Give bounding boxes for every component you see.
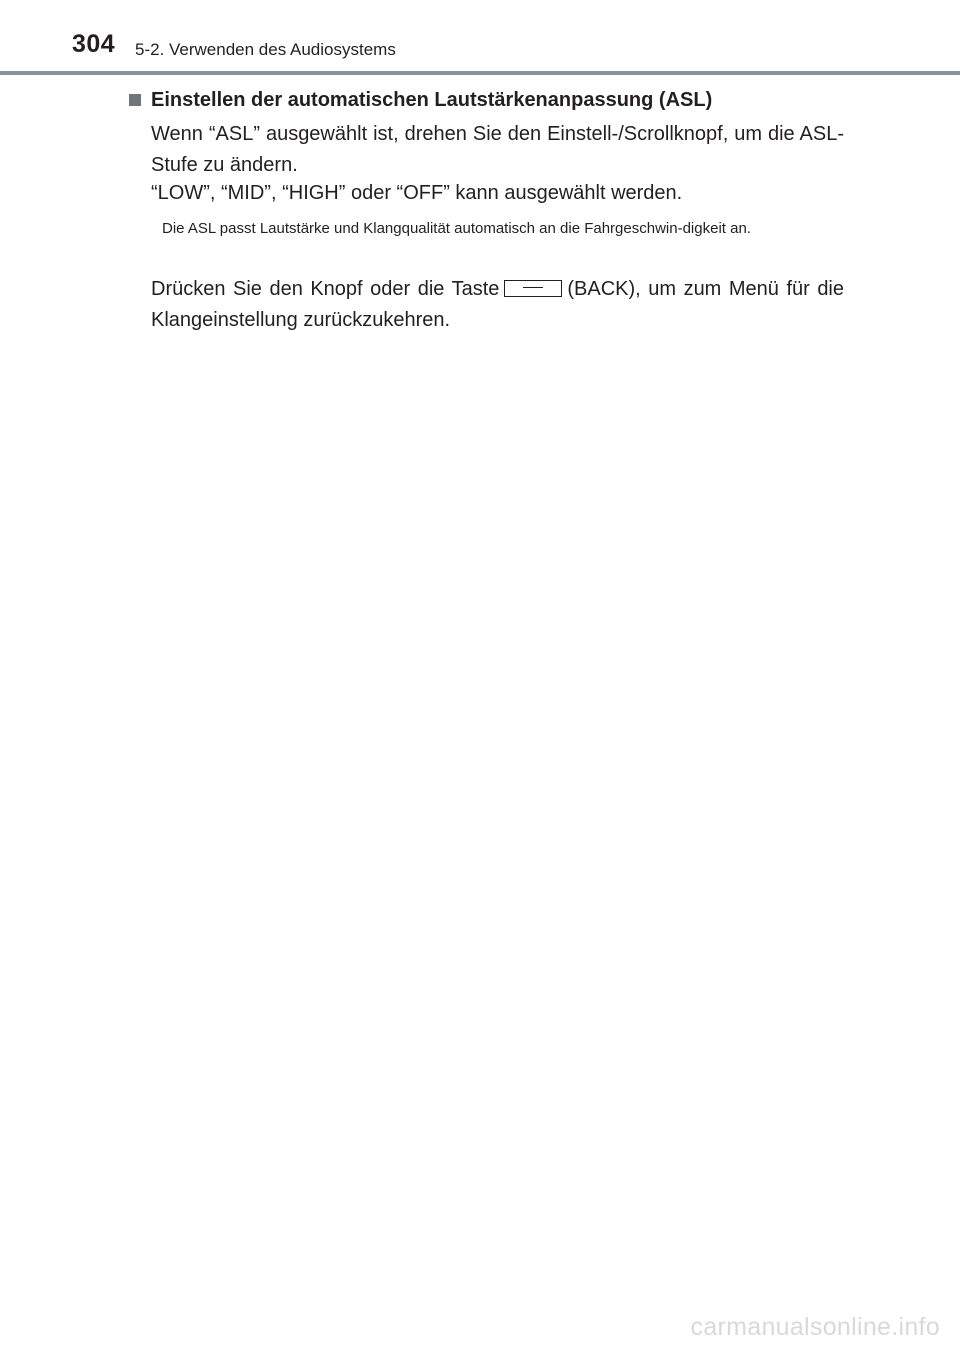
back-instruction-text-after: (BACK), um zum Menü für die Klangeinstellung zurückzukehren. <box>151 278 845 331</box>
section-heading <box>129 86 849 114</box>
header-divider <box>0 71 960 75</box>
info-note: Die ASL passt Lautstärke und Klangqualität automatisch an die Fahrgeschwin-digkeit an. <box>162 220 751 237</box>
watermark: carmanualsonline.info <box>690 1313 940 1341</box>
page-number: 304 <box>72 30 116 58</box>
back-instruction-paragraph <box>151 274 844 336</box>
instruction-paragraph-asl: Wenn “ASL” ausgewählt ist, drehen Sie den Einstell-/Scrollknopf, um die ASL-Stufe zu ändern. <box>151 123 844 176</box>
back-dash-icon <box>523 287 543 288</box>
options-paragraph: “LOW”, “MID”, “HIGH” oder “OFF” kann ausgewählt werden. <box>151 182 683 204</box>
section-heading-text: Einstellen der automatischen Lautstärkenanpassung (ASL) <box>151 89 713 111</box>
square-bullet-icon <box>129 94 141 106</box>
back-button <box>504 280 562 297</box>
chapter-title: 5-2. Verwenden des Audiosystems <box>135 40 396 59</box>
back-instruction-text-before: Drücken Sie den Knopf oder die Taste <box>151 278 500 300</box>
